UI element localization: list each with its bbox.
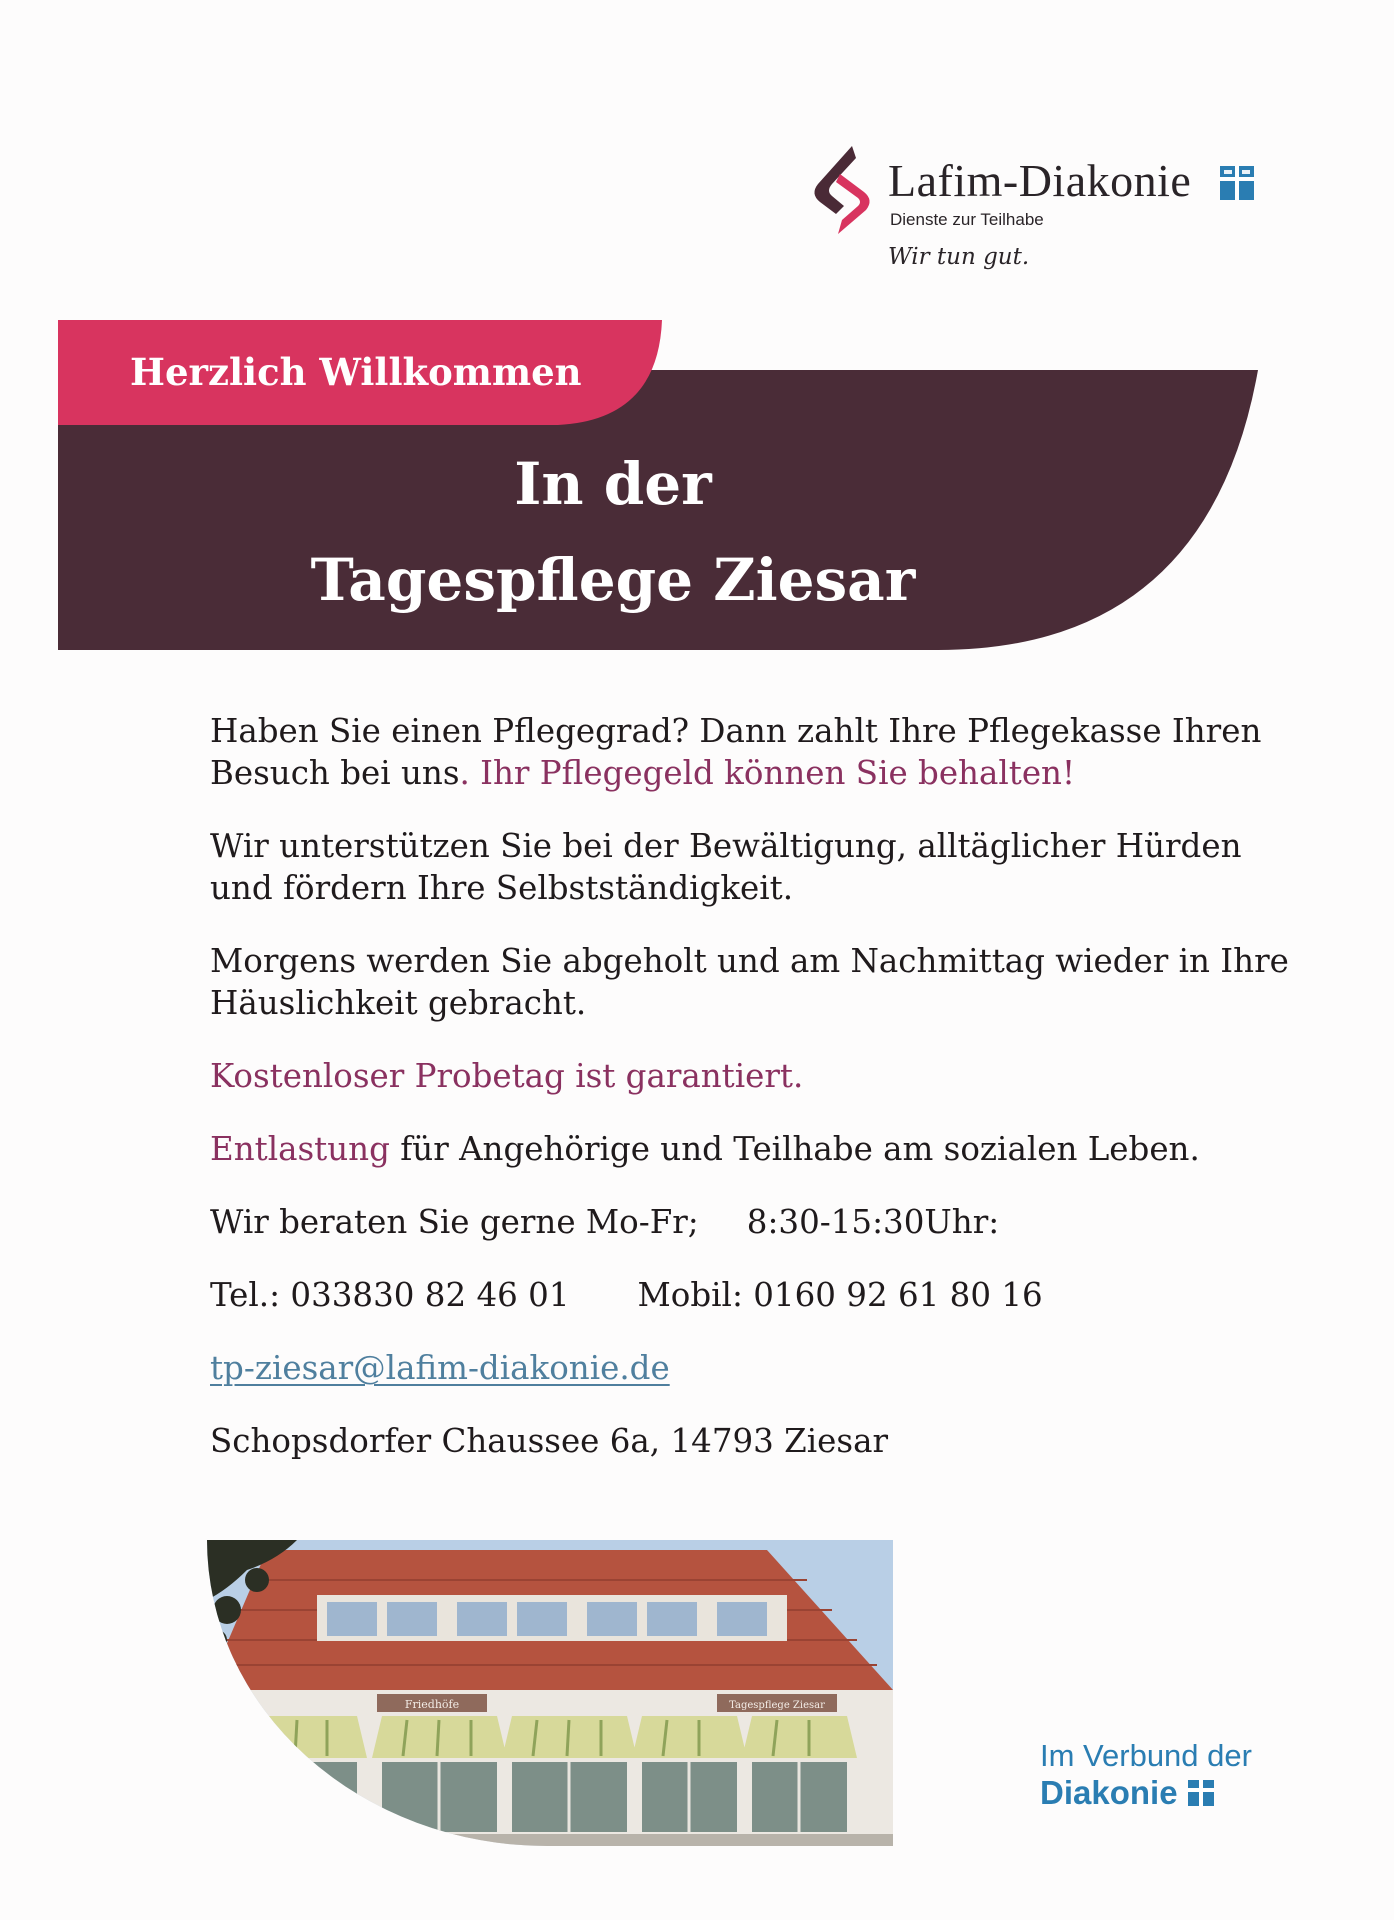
relief-highlight: Entlastung [210,1130,390,1168]
building-illustration [207,1540,893,1846]
lafim-logo [806,144,1266,284]
email-line [210,1347,1290,1389]
opening-hours [210,1201,1290,1243]
phone-number: Tel.: 033830 82 46 01 [210,1276,570,1314]
verbund-line-2 [1040,1774,1280,1812]
page-title-line-1: In der [514,450,712,518]
welcome-banner [58,320,1258,650]
address: Schopsdorfer Chaussee 6a, 14793 Ziesar [210,1422,888,1460]
relief-text: für Angehörige und Teilhabe am sozialen Leben. [389,1130,1200,1168]
diakonie-cross-icon [1188,1780,1214,1806]
phone-numbers [210,1274,1290,1316]
logo-subtitle: Dienste zur Teilhabe [890,210,1044,229]
logo-slogan: Wir tun gut. [888,244,1030,270]
paragraph-pflegegrad [210,710,1290,794]
diakonie-label: Diakonie [1040,1774,1178,1811]
email-link[interactable]: tp-ziesar@lafim-diakonie.de [210,1349,670,1387]
pflegegrad-text: Haben Sie einen Pflegegrad? Dann zahlt Ihre Pflegekasse Ihren Besuch bei uns [210,712,1262,792]
shop-sign-left: Friedhöfe [404,1698,460,1711]
paragraph-relief [210,1128,1290,1170]
hours-value: 8:30-15:30Uhr: [746,1203,1000,1241]
shop-sign-right: Tagespflege Ziesar [729,1700,825,1711]
page-title-line-2: Tagespflege Ziesar [310,546,916,614]
mobile-number: Mobil: 0160 92 61 80 16 [637,1276,1043,1314]
hours-label: Wir beraten Sie gerne Mo-Fr; [210,1203,699,1241]
building-photo [207,1540,893,1846]
paragraph-transport: Morgens werden Sie abgeholt und am Nachmittag wieder in Ihre Häuslichkeit gebracht. [210,942,1289,1022]
main-content [210,710,1290,1493]
paragraph-support: Wir unterstützen Sie bei der Bewältigung, alltäglicher Hürden und fördern Ihre Selbstständigkeit. [210,827,1242,907]
verbund-diakonie-logo [1040,1738,1280,1818]
logo-name: Lafim-Diakonie [888,155,1192,206]
lafim-mark-icon [806,144,884,236]
diakonie-cross-icon [1220,166,1254,200]
paragraph-trial-day: Kostenloser Probetag ist garantiert. [210,1057,804,1095]
pflegegeld-highlight: . Ihr Pflegegeld können Sie behalten! [459,754,1076,792]
verbund-line-1: Im Verbund der [1040,1738,1252,1773]
welcome-heading: Herzlich Willkommen [130,350,582,394]
